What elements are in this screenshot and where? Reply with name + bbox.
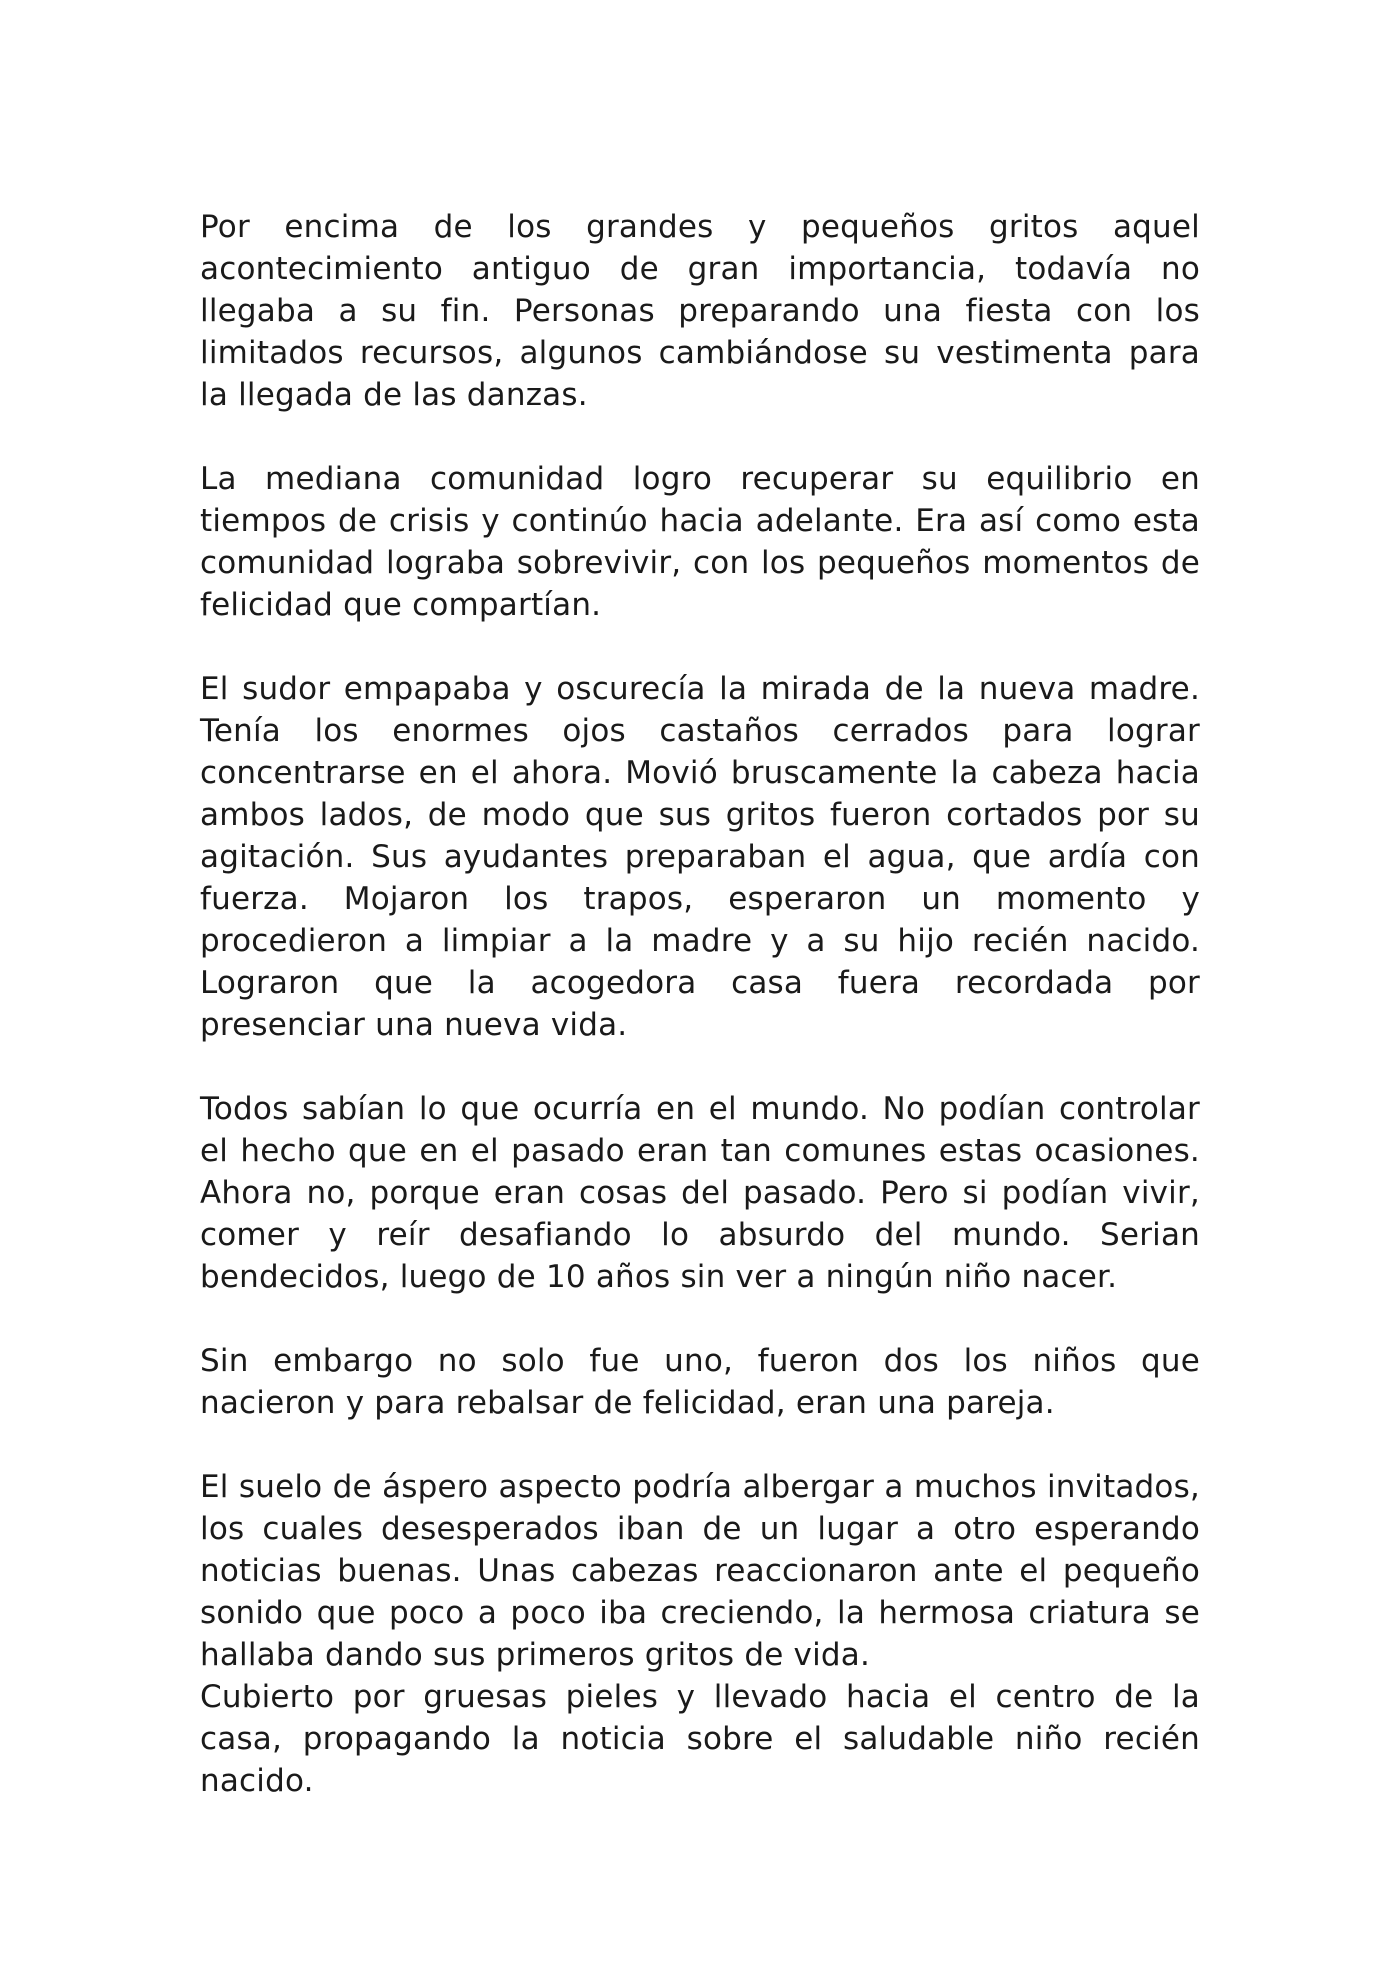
paragraph-festival: Por encima de los grandes y pequeños gritos aquel acontecimiento antiguo de gran importancia, todavía no llegaba a su fin. Personas preparando una fiesta con los limitados recursos, algunos cambiándose su vestimenta para la llegada de las danzas. [200, 209, 1200, 413]
paragraph-community: La mediana comunidad logro recuperar su equilibrio en tiempos de crisis y continúo hacia adelante. Era así como esta comunidad lograba sobrevivir, con los pequeños momentos de felicidad que compartían. [200, 461, 1200, 623]
paragraph-newborn: Cubierto por gruesas pieles y llevado hacia el centro de la casa, propagando la noticia sobre el saludable niño recién nacido. [200, 1679, 1200, 1799]
paragraph-guests: El suelo de áspero aspecto podría albergar a muchos invitados, los cuales desesperados iban de un lugar a otro esperando noticias buenas. Unas cabezas reaccionaron ante el pequeño sonido que poco a poco iba creciendo, la hermosa criatura se hallaba dando sus primeros gritos de vida. [200, 1469, 1200, 1673]
paragraph-birth: El sudor empapaba y oscurecía la mirada de la nueva madre. Tenía los enormes ojos castaños cerrados para lograr concentrarse en el ahora. Movió bruscamente la cabeza hacia ambos lados, de modo que sus gritos fueron cortados por su agitación. Sus ayudantes preparaban el agua, que ardía con fuerza. Mojaron los trapos, esperaron un momento y procedieron a limpiar a la madre y a su hijo recién nacido. Lograron que la acogedora casa fuera recordada por presenciar una nueva vida. [200, 671, 1200, 1043]
document-page [200, 206, 1200, 1802]
paragraph-world: Todos sabían lo que ocurría en el mundo. No podían controlar el hecho que en el pasado eran tan comunes estas ocasiones. Ahora no, porque eran cosas del pasado. Pero si podían vivir, comer y reír desafiando lo absurdo del mundo. Serian bendecidos, luego de 10 años sin ver a ningún niño nacer. [200, 1091, 1200, 1295]
paragraph-twins: Sin embargo no solo fue uno, fueron dos los niños que nacieron y para rebalsar de felicidad, eran una pareja. [200, 1343, 1200, 1421]
